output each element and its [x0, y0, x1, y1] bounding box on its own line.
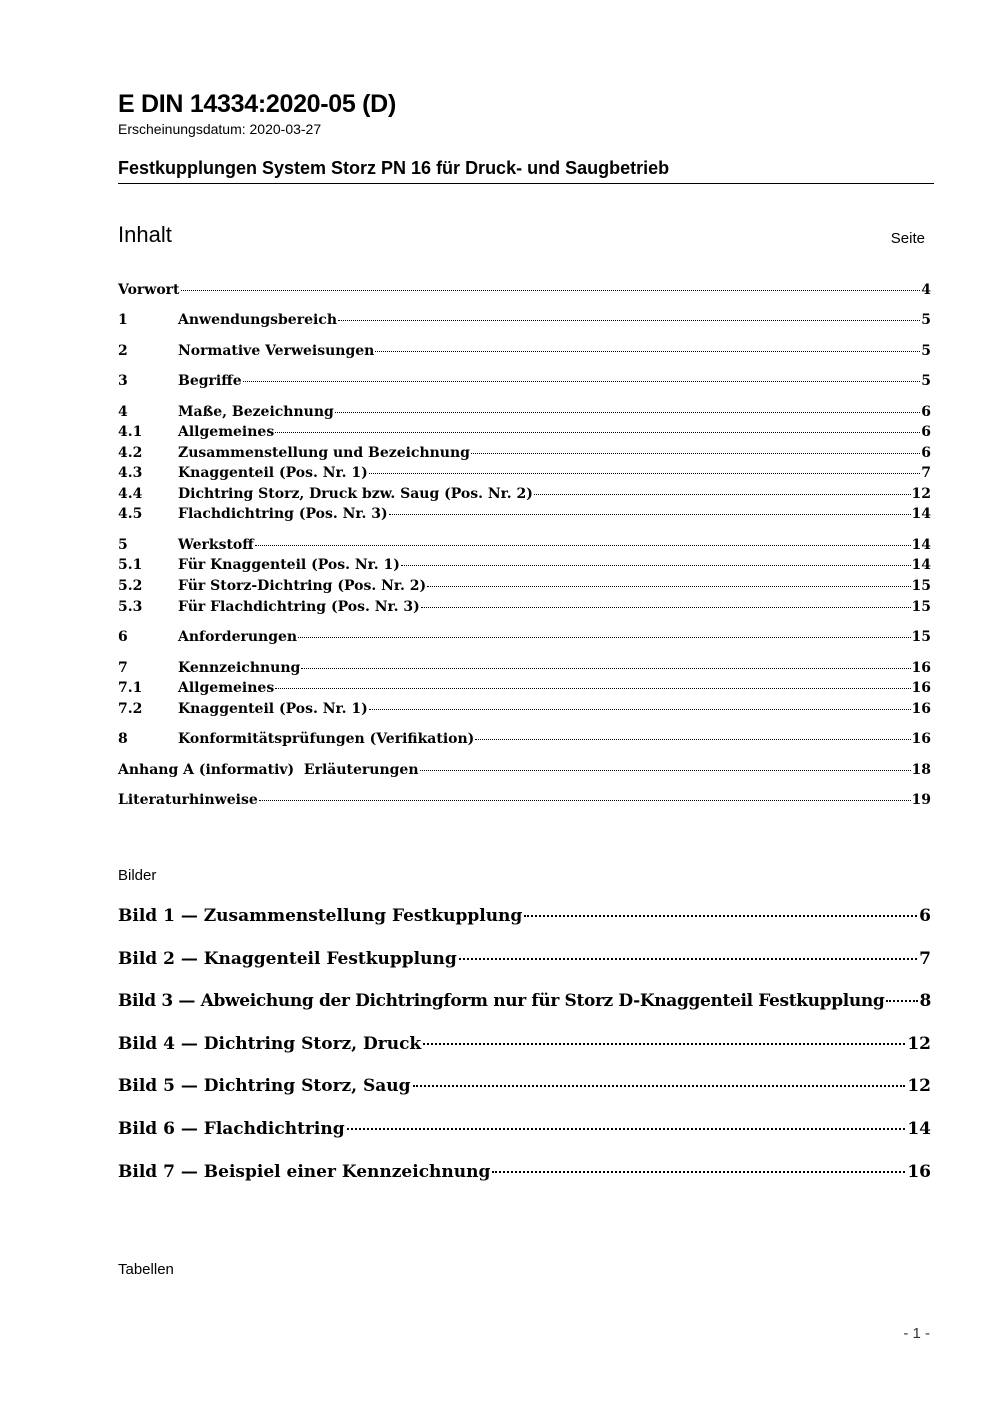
toc-entry-page: 14: [911, 557, 931, 573]
toc-entry-number: 5: [118, 537, 128, 553]
toc-entry-page: 6: [921, 445, 931, 461]
toc-entry[interactable]: [118, 423, 931, 441]
toc-entry-label: Für Flachdichtring (Pos. Nr. 3): [178, 599, 420, 615]
toc-leader: [298, 637, 910, 638]
toc-leader: [471, 453, 920, 454]
toc-entry-number: 3: [118, 373, 128, 389]
toc-entry-number: 4.1: [118, 424, 143, 440]
toc-leader: [401, 565, 911, 566]
toc-entry-number: 1: [118, 312, 128, 328]
toc-leader: [335, 412, 920, 413]
toc-entry-label: Begriffe: [178, 373, 242, 389]
header-divider: [118, 183, 934, 184]
toc-entry[interactable]: [118, 311, 931, 329]
toc-entry[interactable]: [118, 464, 931, 482]
figure-entry[interactable]: [118, 990, 931, 1012]
toc-entry-number: 4: [118, 404, 128, 420]
figure-entry-label: Bild 4 — Dichtring Storz, Druck: [118, 1034, 422, 1054]
toc-entry-page: 14: [911, 537, 931, 553]
figure-leader: [423, 1043, 905, 1045]
toc-leader: [421, 607, 911, 608]
toc-entry-label: Anwendungsbereich: [178, 312, 337, 328]
figure-entry-label: Bild 2 — Knaggenteil Festkupplung: [118, 949, 457, 969]
toc-entry-label: Vorwort: [118, 282, 180, 298]
toc-entry-page: 16: [911, 701, 931, 717]
toc-entry-number: 5.3: [118, 599, 143, 615]
toc-entry-number: 7.2: [118, 701, 143, 717]
figure-entry-page: 12: [907, 1034, 931, 1054]
figure-entry[interactable]: [118, 905, 931, 927]
figure-entry-label: Bild 6 — Flachdichtring: [118, 1119, 345, 1139]
toc-entry-label: Für Storz-Dichtring (Pos. Nr. 2): [178, 578, 427, 594]
toc-heading: Inhalt: [118, 222, 172, 247]
toc-leader: [338, 320, 920, 321]
toc-leader: [369, 709, 911, 710]
toc-entry-page: 5: [921, 343, 931, 359]
toc-entry-label: Flachdichtring (Pos. Nr. 3): [178, 506, 388, 522]
toc-entry-page: 16: [911, 660, 931, 676]
figure-entry-page: 6: [919, 906, 931, 926]
toc-entry-label: Kennzeichnung: [178, 660, 301, 676]
figure-entry[interactable]: [118, 1161, 931, 1183]
toc-entry[interactable]: [118, 342, 931, 360]
figure-entry-page: 14: [907, 1119, 931, 1139]
figure-entry[interactable]: [118, 1033, 931, 1055]
toc-entry-label: Literaturhinweise: [118, 792, 258, 808]
toc-entry[interactable]: [118, 598, 931, 616]
toc-entry-page: 16: [911, 731, 931, 747]
toc-leader: [369, 473, 921, 474]
document-title: E DIN 14334:2020-05 (D): [118, 90, 396, 118]
figure-leader: [524, 915, 917, 917]
figure-entry-label: Bild 5 — Dichtring Storz, Saug: [118, 1076, 411, 1096]
figure-leader: [886, 1000, 917, 1002]
toc-leader: [275, 432, 920, 433]
toc-entry-page: 15: [911, 629, 931, 645]
toc-entry-page: 15: [911, 599, 931, 615]
toc-entry-label: Allgemeines: [178, 680, 275, 696]
toc-leader: [259, 800, 911, 801]
toc-entry-number: 7.1: [118, 680, 143, 696]
toc-entry-page: 15: [911, 578, 931, 594]
toc-entry-page: 18: [911, 762, 931, 778]
toc-entry[interactable]: [118, 791, 931, 809]
toc-entry-number: 5.1: [118, 557, 143, 573]
toc-entry-label: Anhang A (informativ) Erläuterungen: [118, 762, 419, 778]
toc-entry-page: 7: [921, 465, 931, 481]
toc-entry-page: 16: [911, 680, 931, 696]
toc-leader: [475, 739, 910, 740]
toc-entry-page: 6: [921, 404, 931, 420]
toc-entry-label: Knaggenteil (Pos. Nr. 1): [178, 465, 368, 481]
toc-entry[interactable]: [118, 659, 931, 677]
toc-entry-label: Zusammenstellung und Bezeichnung: [178, 445, 470, 461]
toc-entry[interactable]: [118, 485, 931, 503]
tables-heading: Tabellen: [118, 1261, 174, 1278]
publication-date: Erscheinungsdatum: 2020-03-27: [118, 121, 322, 137]
figure-entry[interactable]: [118, 948, 931, 970]
toc-entry-number: 2: [118, 343, 128, 359]
toc-entry-label: Dichtring Storz, Druck bzw. Saug (Pos. Nr. 2): [178, 486, 533, 502]
toc-entry-number: 6: [118, 629, 128, 645]
toc-entry-page: 12: [911, 486, 931, 502]
toc-entry[interactable]: [118, 372, 931, 390]
page-number: - 1 -: [903, 1325, 930, 1342]
toc-entry-page: 14: [911, 506, 931, 522]
toc-entry-number: 7: [118, 660, 128, 676]
toc-entry-number: 5.2: [118, 578, 143, 594]
toc-leader: [534, 494, 911, 495]
toc-leader: [375, 351, 920, 352]
toc-leader: [181, 290, 921, 291]
toc-entry[interactable]: [118, 761, 931, 779]
toc-leader: [243, 381, 921, 382]
toc-entry-page: 5: [921, 373, 931, 389]
toc-entry-page: 19: [911, 792, 931, 808]
figure-leader: [492, 1171, 905, 1173]
toc-entry-label: Knaggenteil (Pos. Nr. 1): [178, 701, 368, 717]
toc-entry[interactable]: [118, 556, 931, 574]
toc-entry[interactable]: [118, 444, 931, 462]
toc-entry-number: 8: [118, 731, 128, 747]
toc-entry-page: 6: [921, 424, 931, 440]
toc-entry-label: Anforderungen: [178, 629, 298, 645]
toc-leader: [255, 545, 911, 546]
figure-entry-page: 7: [919, 949, 931, 969]
toc-entry[interactable]: [118, 577, 931, 595]
toc-entry-number: 4.4: [118, 486, 143, 502]
toc-entry-number: 4.5: [118, 506, 143, 522]
toc-leader: [275, 688, 910, 689]
figure-entry[interactable]: [118, 1075, 931, 1097]
figure-entry-page: 8: [919, 991, 931, 1011]
toc-entry-label: Normative Verweisungen: [178, 343, 375, 359]
figure-leader: [413, 1085, 906, 1087]
toc-leader: [301, 668, 910, 669]
toc-leader: [420, 770, 911, 771]
toc-entry-label: Konformitätsprüfungen (Verifikation): [178, 731, 475, 747]
page-column-label: Seite: [890, 230, 925, 247]
figure-entry-label: Bild 3 — Abweichung der Dichtringform nur für Storz D-Knaggenteil Festkupplung: [118, 991, 885, 1011]
toc-entry[interactable]: [118, 700, 931, 718]
figure-entry[interactable]: [118, 1118, 931, 1140]
toc-entry-page: 5: [921, 312, 931, 328]
toc-entry-number: 4.3: [118, 465, 143, 481]
toc-leader: [427, 586, 910, 587]
toc-entry[interactable]: [118, 536, 931, 554]
toc-entry[interactable]: [118, 403, 931, 421]
toc-entry-page: 4: [921, 282, 931, 298]
toc-entry[interactable]: [118, 628, 931, 646]
toc-entry-label: Allgemeines: [178, 424, 275, 440]
toc-entry[interactable]: [118, 730, 931, 748]
toc-entry[interactable]: [118, 505, 931, 523]
figure-entry-page: 16: [907, 1162, 931, 1182]
figure-entry-page: 12: [907, 1076, 931, 1096]
toc-entry[interactable]: [118, 679, 931, 697]
figure-leader: [347, 1128, 906, 1130]
figure-entry-label: Bild 7 — Beispiel einer Kennzeichnung: [118, 1162, 491, 1182]
toc-entry-label: Werkstoff: [178, 537, 254, 553]
figures-heading: Bilder: [118, 867, 157, 884]
toc-entry-label: Maße, Bezeichnung: [178, 404, 334, 420]
toc-entry-number: 4.2: [118, 445, 143, 461]
toc-entry[interactable]: [118, 281, 931, 299]
toc-leader: [389, 514, 911, 515]
toc-entry-label: Für Knaggenteil (Pos. Nr. 1): [178, 557, 400, 573]
figure-entry-label: Bild 1 — Zusammenstellung Festkupplung: [118, 906, 523, 926]
document-subject: Festkupplungen System Storz PN 16 für Druck- und Saugbetrieb: [118, 158, 670, 178]
figure-leader: [459, 958, 917, 960]
